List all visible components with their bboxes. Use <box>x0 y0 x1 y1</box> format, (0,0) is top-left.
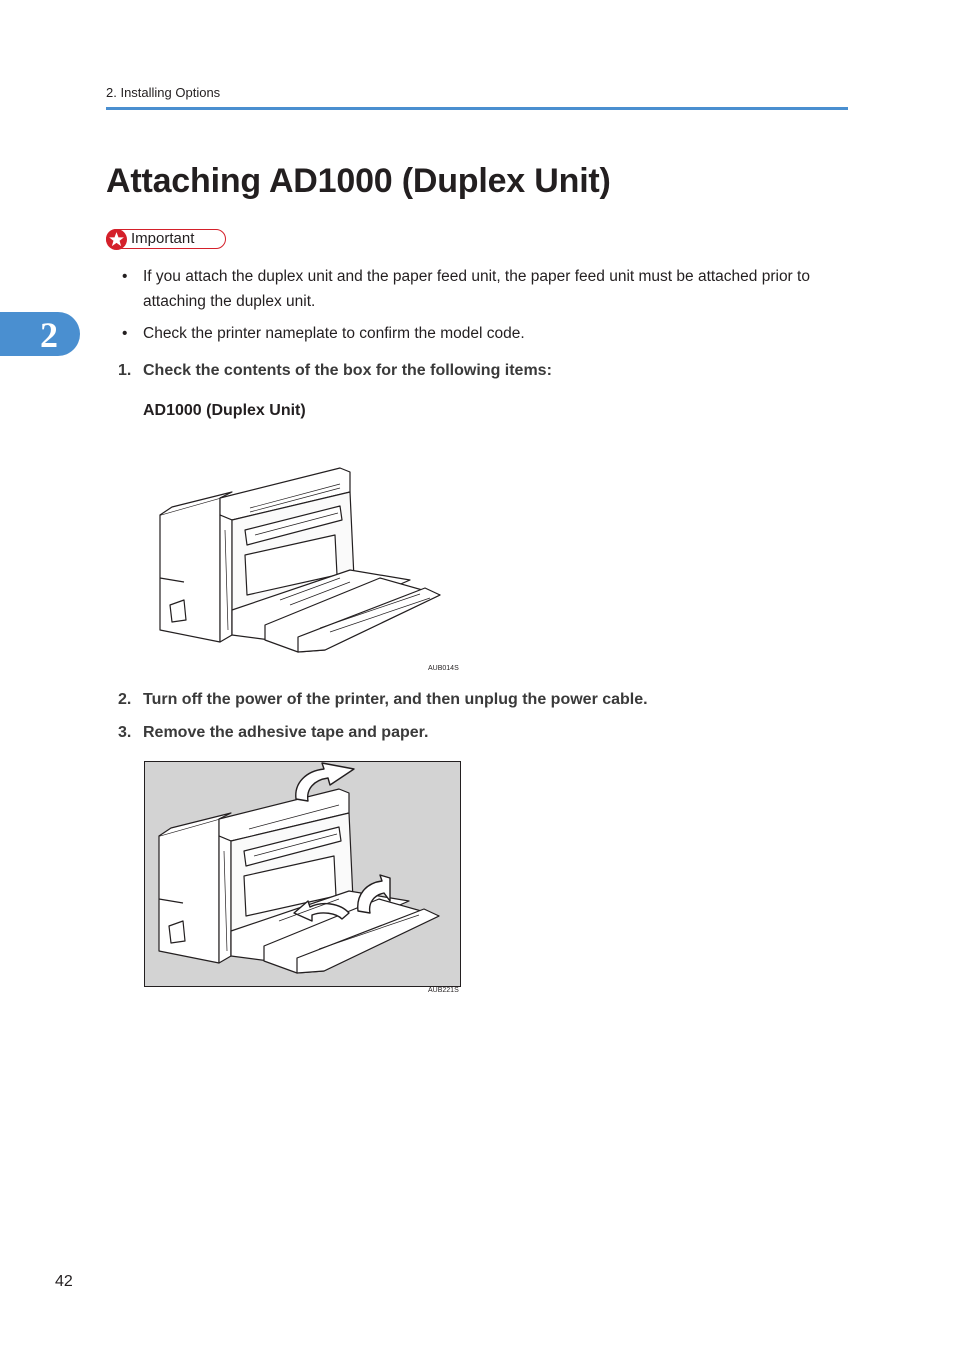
important-badge <box>106 229 226 249</box>
header-rule <box>106 107 848 110</box>
chapter-number: 2 <box>40 315 58 355</box>
figure-code: AUB221S <box>428 987 459 994</box>
star-icon <box>106 229 127 250</box>
running-header: 2. Installing Options <box>106 85 221 100</box>
item-heading: AD1000 (Duplex Unit) <box>143 402 306 419</box>
step-number: 3. <box>118 724 132 741</box>
step-text: Remove the adhesive tape and paper. <box>143 724 429 741</box>
page-number: 42 <box>55 1273 73 1290</box>
bullet-text: Check the printer nameplate to confirm the model code. <box>143 325 525 342</box>
step-text: Turn off the power of the printer, and then unplug the power cable. <box>143 691 648 708</box>
bullet-symbol: • <box>122 268 128 285</box>
bullet-text: If you attach the duplex unit and the paper feed unit, the paper feed unit must be attached prior to attaching the duplex unit. <box>143 268 810 310</box>
step-number: 1. <box>118 362 132 379</box>
tape-removal-illustration <box>144 761 461 987</box>
figure-code: AUB014S <box>428 665 459 672</box>
step-text: Check the contents of the box for the following items: <box>143 362 552 379</box>
step-number: 2. <box>118 691 132 708</box>
page-title: Attaching AD1000 (Duplex Unit) <box>106 162 611 200</box>
chapter-tab <box>0 312 80 356</box>
bullet-symbol: • <box>122 325 128 342</box>
duplex-unit-illustration <box>150 460 450 660</box>
important-label: Important <box>131 230 195 247</box>
